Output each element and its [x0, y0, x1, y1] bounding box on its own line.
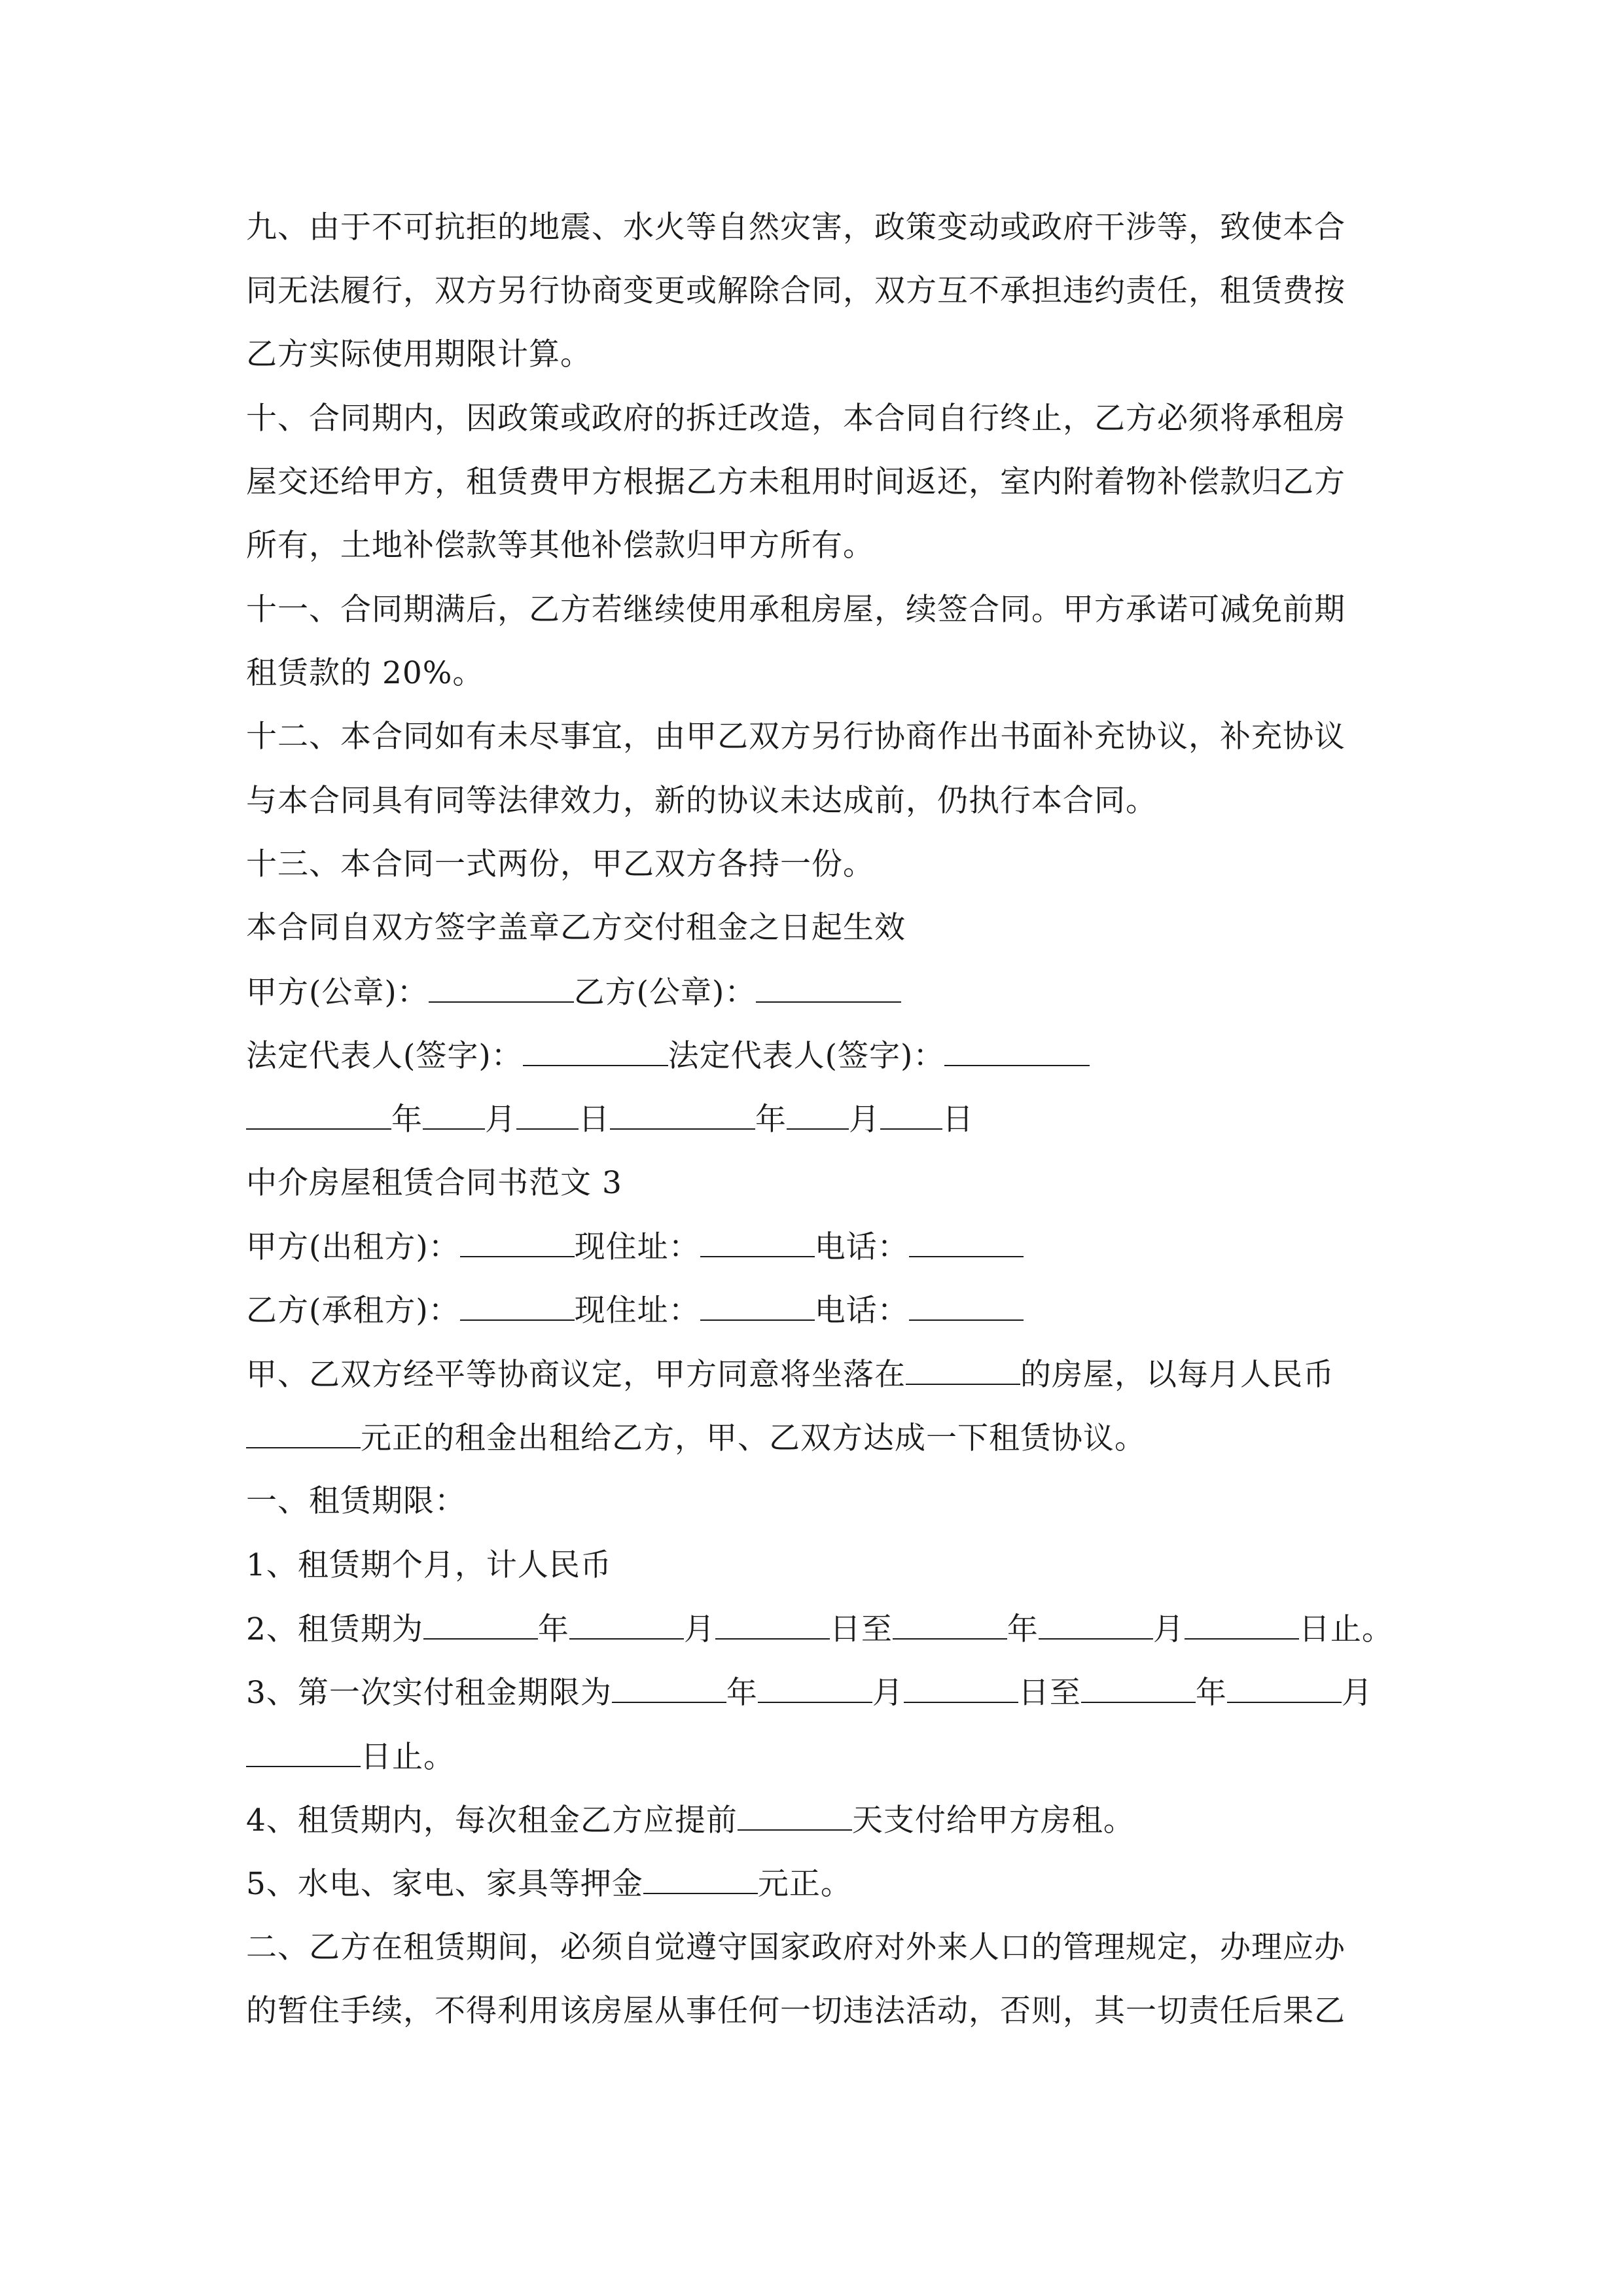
rent-amount-blank [246, 1418, 361, 1448]
date-b-day-blank [880, 1100, 942, 1130]
item-4 [246, 1801, 1135, 1840]
clause-11-line-1: 十一、合同期满后，乙方若继续使用承租房屋，续签合同。甲方承诺可减免前期 [246, 592, 1346, 628]
party-b-label: 乙方(承租方)： [246, 1293, 460, 1329]
clause-10-line-1: 十、合同期内，因政策或政府的拆迁改造，本合同自行终止，乙方必须将承租房 [246, 401, 1346, 437]
date-b-month-blank [787, 1100, 849, 1130]
item-3-end-year-blank [1081, 1673, 1196, 1703]
date-b-day: 日 [942, 1102, 974, 1138]
party-b-address-blank [700, 1291, 815, 1321]
item-3-line-1 [246, 1673, 1373, 1712]
item-2 [246, 1609, 1393, 1649]
item-2-start-month-blank [569, 1609, 684, 1640]
item-3-month: 月 [872, 1675, 904, 1711]
section-2-line-2: 的暂住手续，不得利用该房屋从事任何一切违法活动，否则，其一切责任后果乙 [246, 1993, 1346, 2029]
item-3-end: 日止。 [361, 1739, 455, 1775]
item-3-to: 日至 [1018, 1675, 1081, 1711]
item-3-prefix: 3、第一次实付租金期限为 [246, 1675, 612, 1711]
date-a-day-blank [516, 1100, 579, 1130]
party-a-address-blank [700, 1227, 815, 1257]
party-b-name-blank [460, 1291, 575, 1321]
clause-9-line-3: 乙方实际使用期限计算。 [246, 336, 592, 372]
date-a-day: 日 [579, 1102, 610, 1138]
date-b-year-blank [610, 1100, 755, 1130]
item-3-start-day-blank [904, 1673, 1018, 1703]
item-2-to: 日至 [829, 1611, 893, 1647]
item-3-end-month-blank [1227, 1673, 1342, 1703]
party-b-line [246, 1291, 1024, 1330]
item-2-end-day-blank [1185, 1609, 1299, 1640]
item-5-deposit-blank [643, 1864, 758, 1894]
party-a-seal-blank [429, 973, 574, 1003]
item-2-prefix: 2、租赁期为 [246, 1611, 423, 1647]
date-line [246, 1100, 974, 1139]
item-2-end-month-blank [1039, 1609, 1153, 1640]
item-5 [246, 1864, 852, 1903]
party-b-address-label: 现住址： [574, 1293, 700, 1329]
party-b-phone-label: 电话： [814, 1293, 909, 1329]
location-blank [906, 1355, 1020, 1385]
item-2-end-month: 月 [1152, 1611, 1185, 1647]
item-2-end: 日止。 [1298, 1611, 1393, 1647]
party-b-phone-blank [909, 1291, 1024, 1321]
party-a-label: 甲方(出租方)： [246, 1229, 460, 1265]
seal-line [246, 973, 901, 1012]
item-3-end-month: 月 [1341, 1675, 1373, 1711]
clause-11-line-2: 租赁款的 20%。 [246, 655, 484, 691]
item-2-end-year: 年 [1007, 1611, 1039, 1647]
rep-a-blank [523, 1036, 668, 1066]
date-a-month: 月 [485, 1102, 516, 1138]
party-b-seal-blank [756, 973, 901, 1003]
item-2-start-year-blank [423, 1609, 538, 1640]
party-a-address-label: 现住址： [574, 1229, 700, 1265]
intro-seg-3: 元正的租金出租给乙方，甲、乙双方达成一下租赁协议。 [361, 1420, 1146, 1456]
item-2-year: 年 [537, 1611, 569, 1647]
party-a-phone-blank [909, 1227, 1024, 1257]
representative-line [246, 1036, 1090, 1075]
party-a-name-blank [460, 1227, 575, 1257]
item-3-end-year: 年 [1195, 1675, 1227, 1711]
intro-seg-1: 甲、乙双方经平等协商议定，甲方同意将坐落在 [246, 1357, 906, 1393]
item-2-month: 月 [683, 1611, 715, 1647]
date-b-year: 年 [755, 1102, 787, 1138]
item-4-days-blank [738, 1801, 852, 1831]
item-5-suffix: 元正。 [757, 1866, 852, 1902]
party-a-seal-label: 甲方(公章)： [246, 975, 429, 1011]
intro-line-2 [246, 1418, 1146, 1458]
party-b-seal-label: 乙方(公章)： [573, 975, 757, 1011]
item-3-start-year-blank [612, 1673, 726, 1703]
clause-9-line-2: 同无法履行，双方另行协商变更或解除合同，双方互不承担违约责任，租赁费按 [246, 273, 1346, 309]
item-5-prefix: 5、水电、家电、家具等押金 [246, 1866, 643, 1902]
item-3-year: 年 [726, 1675, 758, 1711]
item-4-suffix: 天支付给甲方房租。 [851, 1803, 1135, 1839]
item-4-prefix: 4、租赁期内，每次租金乙方应提前 [246, 1803, 738, 1839]
section-2-line-1: 二、乙方在租赁期间，必须自觉遵守国家政府对外来人口的管理规定，办理应办 [246, 1929, 1346, 1965]
section-title: 中介房屋租赁合同书范文 3 [246, 1165, 622, 1201]
intro-seg-2: 的房屋，以每月人民币 [1020, 1357, 1334, 1393]
clause-9-line-1: 九、由于不可抗拒的地震、水火等自然灾害，政策变动或政府干涉等，致使本合 [246, 209, 1346, 245]
clause-10-line-2: 屋交还给甲方，租赁费甲方根据乙方未租用时间返还，室内附着物补偿款归乙方 [246, 464, 1346, 500]
item-2-start-day-blank [715, 1609, 830, 1640]
clause-10-line-3: 所有，土地补偿款等其他补偿款归甲方所有。 [246, 528, 874, 564]
item-1: 1、租赁期个月，计人民币 [246, 1547, 612, 1583]
section-1-heading: 一、租赁期限： [246, 1483, 466, 1519]
party-a-phone-label: 电话： [814, 1229, 909, 1265]
clause-12-line-2: 与本合同具有同等法律效力，新的协议未达成前，仍执行本合同。 [246, 783, 1157, 819]
item-3-end-day-blank [246, 1737, 361, 1767]
rep-a-label: 法定代表人(签字)： [246, 1038, 523, 1074]
effective-clause: 本合同自双方签字盖章乙方交付租金之日起生效 [246, 910, 906, 946]
date-b-month: 月 [849, 1102, 880, 1138]
date-a-year-blank [246, 1100, 391, 1130]
clause-13: 十三、本合同一式两份，甲乙双方各持一份。 [246, 846, 874, 882]
rep-b-blank [944, 1036, 1090, 1066]
item-3-line-2 [246, 1737, 455, 1776]
party-a-line [246, 1227, 1024, 1266]
intro-line-1 [246, 1355, 1334, 1394]
rep-b-label: 法定代表人(签字)： [668, 1038, 945, 1074]
date-a-month-blank [423, 1100, 485, 1130]
item-2-end-year-blank [893, 1609, 1007, 1640]
clause-12-line-1: 十二、本合同如有未尽事宜，由甲乙双方另行协商作出书面补充协议，补充协议 [246, 719, 1346, 755]
item-3-start-month-blank [758, 1673, 872, 1703]
date-a-year: 年 [391, 1102, 423, 1138]
